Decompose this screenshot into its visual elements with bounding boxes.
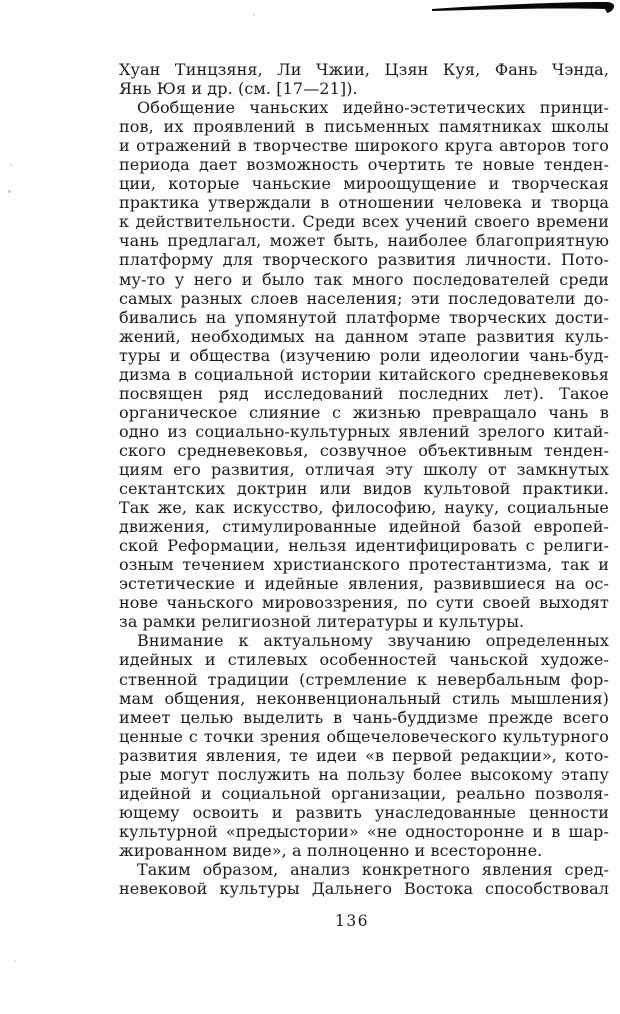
text-line: периода дает возможность очертить те новые тенден-	[119, 155, 609, 175]
text-line: ского средневековья, созвучное объективным тенден-	[119, 440, 609, 460]
text-line: Обобщение чаньских идейно-эстетических принци-	[137, 98, 609, 118]
scan-speck	[253, 14, 255, 16]
text-line: платформу для творческого развития личности. Пото-	[119, 250, 609, 270]
text-line: циям его развития, отличая эту школу от замкнутых	[119, 459, 609, 479]
scan-artifact-line	[430, 0, 620, 18]
text-line: чань предлагал, может быть, наиболее благоприятную	[119, 231, 609, 251]
text-line: органическое слияние с жизнью превращало чань в	[119, 402, 609, 422]
text-line: посвящен ряд исследований последних лет). Такое	[119, 383, 609, 403]
text-line: ценные с точки зрения общечеловеческого культурного	[119, 726, 609, 746]
text-line: жированном виде», а полноценно и всесторонне.	[119, 840, 543, 860]
text-line: Хуан Тинцзяня, Ли Чжии, Цзян Куя, Фань Чэнда,	[119, 60, 609, 79]
text-line: за рамки религиозной литературы и культуры.	[119, 612, 525, 632]
text-line: Так же, как искусство, философию, науку, социальные	[119, 498, 609, 518]
text-line: бивались на упомянутой платформе творческих дости-	[119, 307, 609, 327]
text-line: Янь Юя и др. (см. [17—21]).	[119, 79, 358, 99]
text-line: невековой культуры Дальнего Востока способствовал	[119, 879, 609, 899]
text-line: движения, стимулированные идейной базой европей-	[119, 517, 609, 537]
text-line: ющему освоить и развить унаследованные ценности	[119, 802, 609, 822]
text-line: ции, которые чаньские мироощущение и творческая	[119, 174, 609, 194]
text-line: и отражений в творчестве широкого круга авторов того	[119, 136, 609, 156]
text-line: туры и общества (изучению роли идеологии чань-буд-	[119, 345, 609, 365]
text-line: эстетические и идейные явления, развившиеся на ос-	[119, 574, 609, 594]
scan-speck	[14, 960, 16, 962]
text-line: сектантских доктрин или видов культовой практики.	[119, 479, 609, 499]
text-line: одно из социально-культурных явлений зрелого китай-	[119, 421, 609, 441]
page-number: 136	[334, 912, 370, 930]
text-line: мам общения, неконвенциональный стиль мышления)	[119, 688, 609, 708]
text-line: нове чаньского мировоззрения, по сути своей выходят	[119, 593, 609, 613]
text-line: ской Реформации, нельзя идентифицировать с религи-	[119, 536, 609, 556]
text-line: идейной и социальной организации, реально позволя-	[119, 783, 609, 803]
text-line: пов, их проявлений в письменных памятниках школы	[119, 117, 609, 137]
scan-speck	[10, 164, 12, 166]
text-line: практика утверждали в отношении человека и творца	[119, 193, 609, 213]
text-line: культурной «предыстории» «не односторонне и в шар-	[119, 821, 609, 841]
text-line: самых разных слоев населения; эти последователи до-	[119, 288, 609, 308]
scan-speck	[8, 190, 11, 193]
text-line: Внимание к актуальному звучанию определенных	[137, 631, 609, 651]
text-line: му-то у него и было так много последователей среди	[119, 269, 609, 289]
text-line: идейных и стилевых особенностей чаньской художе-	[119, 650, 609, 670]
text-block	[119, 60, 609, 898]
text-line: дизма в социальной истории китайского средневековья	[119, 364, 609, 384]
text-line: имеет целью выделить в чань-буддизме прежде всего	[119, 707, 609, 727]
text-line: развития явления, те идеи «в первой редакции», кото-	[119, 745, 609, 765]
text-line: Таким образом, анализ конкретного явления сред-	[137, 859, 609, 879]
text-line: к действительности. Среди всех учений своего времени	[119, 212, 609, 232]
text-line: озным течением христианского протестантизма, так и	[119, 555, 609, 575]
text-line: ственной традиции (стремление к невербальным фор-	[119, 669, 609, 689]
text-line: жений, необходимых на данном этапе развития куль-	[119, 326, 609, 346]
text-line: рые могут послужить на пользу более высокому этапу	[119, 764, 609, 784]
